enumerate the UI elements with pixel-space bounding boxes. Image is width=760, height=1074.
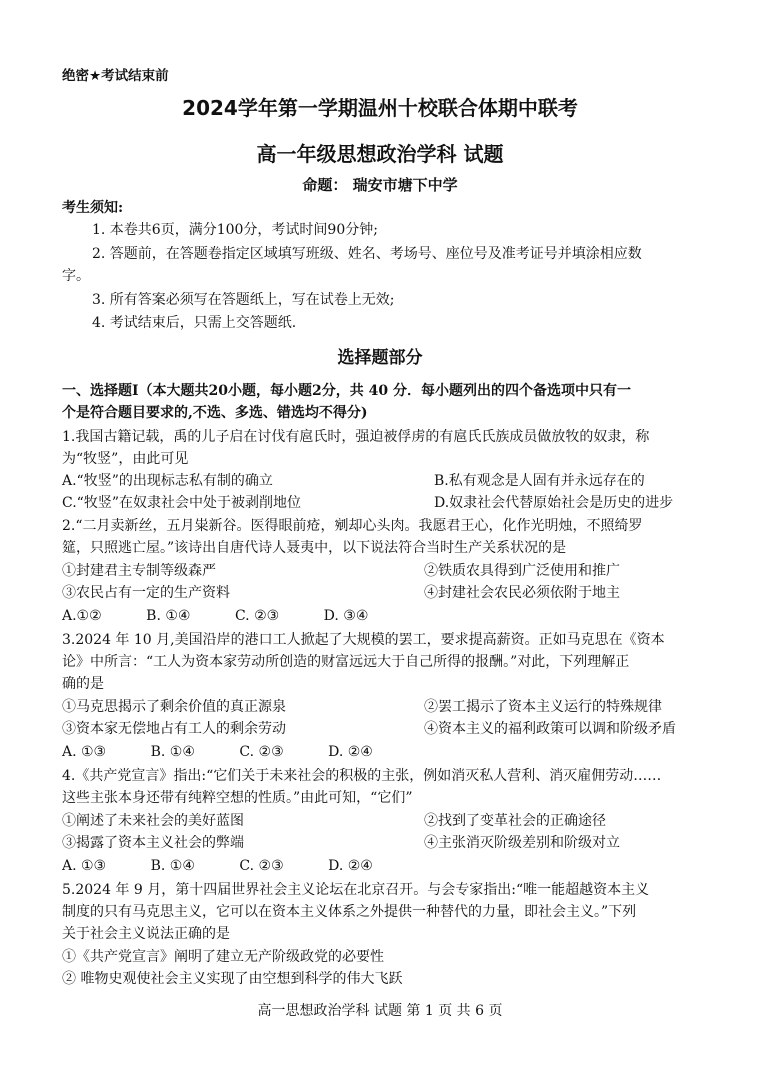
question-1-option-d: D.奴隶社会代替原始社会是历史的进步 (434, 495, 674, 511)
question-3-item: ①马克思揭示了剩余价值的真正源泉 (62, 699, 286, 715)
exam-subtitle: 高一年级思想政治学科 试题 (256, 142, 504, 166)
question-3-stem: 3.2024 年 10 月,美国沿岸的港口工人掀起了大规模的罢工，要求提高薪资。正如马克思在《资本 (62, 632, 665, 648)
notice-heading: 考生须知: (62, 200, 124, 216)
question-4-choices: A. ①③ B. ①④ C. ②③ D. ②④ (62, 858, 373, 874)
question-5-stem: 制度的只有马克思主义，它可以在资本主义体系之外提供一种替代的力量，即社会主义。”下列 (62, 904, 637, 920)
notice-item: 3. 所有答案必须写在答题纸上，写在试卷上无效; (92, 292, 395, 308)
question-1-option-c: C.“牧竖”在奴隶社会中处于被剥削地位 (62, 495, 301, 511)
question-1-stem: 1.我国古籍记载，禹的儿子启在讨伐有扈氏时，强迫被俘虏的有扈氏氏族成员做放牧的奴隶，称 (62, 429, 650, 445)
notice-item: 4. 考试结束后，只需上交答题纸. (92, 315, 297, 331)
section-title: 选择题部分 (337, 348, 423, 368)
question-2-item: ④封建社会农民必须依附于地主 (424, 585, 620, 601)
question-2-item: ②铁质农具得到广泛使用和推广 (424, 563, 620, 579)
notice-item: 1. 本卷共6页，满分100分，考试时间90分钟; (92, 222, 378, 238)
question-2-stem: 筵，只照逃亡屋。”该诗出自唐代诗人聂夷中，以下说法符合当时生产关系状况的是 (62, 540, 567, 556)
question-5-stem: 关于社会主义说法正确的是 (62, 926, 230, 942)
part-instructions: 一、选择题Ⅰ（本大题共20小题，每小题2分，共 40 分．每小题列出的四个备选项中只有一 (62, 383, 632, 399)
notice-item: 2. 答题前，在答题卷指定区域填写班级、姓名、考场号、座位号及准考证号并填涂相应数 (92, 246, 642, 262)
question-2-item: ③农民占有一定的生产资料 (62, 585, 230, 601)
page-footer: 高一思想政治学科 试题 第 1 页 共 6 页 (257, 1003, 503, 1019)
question-4-stem: 这些主张本身还带有纯粹空想的性质。”由此可知，“它们” (62, 790, 413, 806)
question-3-stem: 确的是 (62, 676, 104, 692)
question-2-stem: 2.“二月卖新丝，五月粜新谷。医得眼前疮，剜却心头肉。我愿君王心，化作光明烛，不照绮罗 (62, 518, 643, 534)
question-4-item: ①阐述了未来社会的美好蓝图 (62, 813, 244, 829)
notice-item: 字。 (62, 268, 90, 284)
question-3-item: ②罢工揭示了资本主义运行的特殊规律 (424, 699, 662, 715)
question-2-choices: A.①② B. ①④ C. ②③ D. ③④ (62, 608, 369, 624)
question-4-item: ②找到了变革社会的正确途径 (424, 813, 606, 829)
question-4-item: ③揭露了资本主义社会的弊端 (62, 835, 244, 851)
question-1-stem: 为“牧竖”，由此可见 (62, 451, 189, 467)
question-5-item: ①《共产党宣言》阐明了建立无产阶级政党的必要性 (62, 949, 384, 965)
question-5-item: ② 唯物史观使社会主义实现了由空想到科学的伟大飞跃 (62, 971, 403, 987)
question-3-stem: 论》中所言：“工人为资本家劳动所创造的财富远远大于自己所得的报酬。”对此，下列理解正 (62, 654, 630, 670)
question-4-item: ④主张消灭阶级差别和阶级对立 (424, 835, 620, 851)
exam-author: 命题： 瑞安市塘下中学 (302, 176, 458, 194)
exam-title: 2024学年第一学期温州十校联合体期中联考 (182, 96, 578, 120)
question-5-stem: 5.2024 年 9 月，第十四届世界社会主义论坛在北京召开。与会专家指出:“唯一能超越资本主义 (62, 882, 650, 898)
question-3-choices: A. ①③ B. ①④ C. ②③ D. ②④ (62, 744, 373, 760)
question-3-item: ③资本家无偿地占有工人的剩余劳动 (62, 721, 286, 737)
question-4-stem: 4.《共产党宣言》指出:“它们关于未来社会的积极的主张，例如消灭私人营利、消灭雇佣劳动…… (62, 768, 662, 784)
question-2-item: ①封建君主专制等级森严 (62, 563, 216, 579)
part-instructions: 个是符合题目要求的,不选、多选、错选均不得分) (62, 405, 368, 421)
question-1-option-b: B.私有观念是人固有并永远存在的 (434, 473, 645, 489)
question-3-item: ④资本主义的福利政策可以调和阶级矛盾 (424, 721, 676, 737)
question-1-option-a: A.“牧竖”的出现标志私有制的确立 (62, 473, 273, 489)
confidential-mark: 绝密★考试结束前 (62, 68, 169, 84)
